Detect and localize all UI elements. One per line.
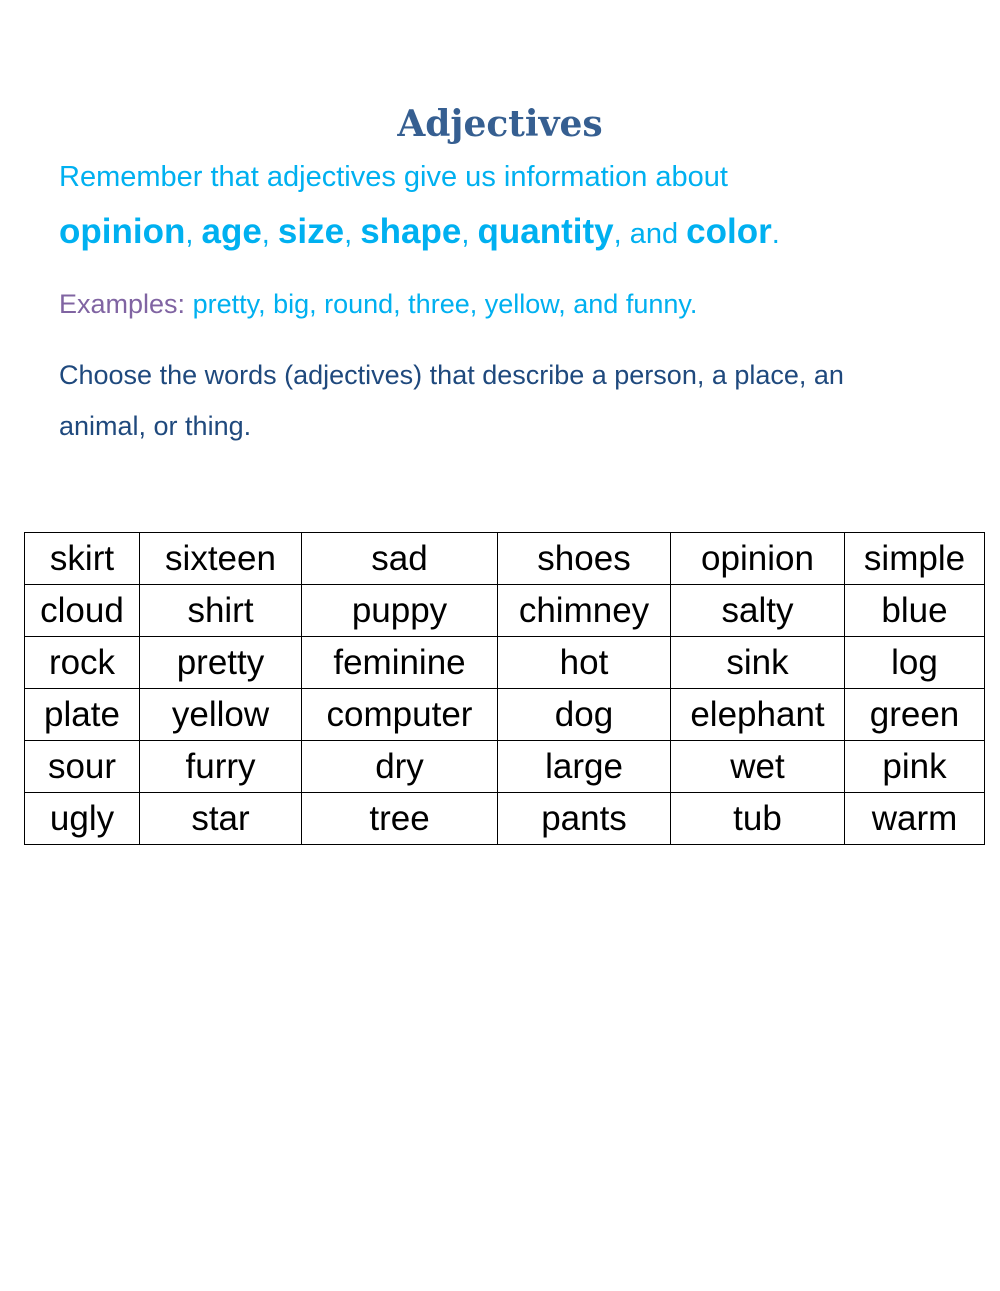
word-grid-row (25, 637, 985, 689)
word-cell[interactable]: sour (25, 741, 140, 793)
intro-text: Remember that adjectives give us information about (59, 161, 728, 193)
word-cell[interactable]: blue (845, 585, 985, 637)
word-cell[interactable]: dog (498, 689, 671, 741)
period: . (771, 218, 780, 250)
word-cell[interactable]: chimney (498, 585, 671, 637)
word-cell[interactable]: feminine (302, 637, 498, 689)
word-cell[interactable]: dry (302, 741, 498, 793)
word-cell[interactable]: wet (671, 741, 845, 793)
word-cell[interactable]: yellow (140, 689, 302, 741)
examples-label: Examples: (59, 289, 186, 319)
separator: , (344, 218, 361, 250)
word-cell[interactable]: green (845, 689, 985, 741)
word-cell[interactable]: sad (302, 533, 498, 585)
word-cell[interactable]: simple (845, 533, 985, 585)
word-cell[interactable]: furry (140, 741, 302, 793)
word-cell[interactable]: shoes (498, 533, 671, 585)
word-cell[interactable]: sink (671, 637, 845, 689)
category-color: color (686, 212, 772, 251)
word-cell[interactable]: star (140, 793, 302, 845)
word-cell[interactable]: computer (302, 689, 498, 741)
word-cell[interactable]: plate (25, 689, 140, 741)
word-cell[interactable]: pretty (140, 637, 302, 689)
instructions-text: Choose the words (adjectives) that describe a person, a place, an animal, or thing. (59, 360, 844, 441)
word-grid-row (25, 585, 985, 637)
category-opinion: opinion (59, 212, 186, 251)
word-grid-row (25, 533, 985, 585)
word-grid (24, 532, 985, 845)
separator: , (261, 218, 278, 250)
adjective-categories (59, 208, 780, 258)
word-grid-row (25, 689, 985, 741)
separator: , (185, 218, 202, 250)
word-cell[interactable]: opinion (671, 533, 845, 585)
examples-text: pretty, big, round, three, yellow, and funny. (185, 289, 698, 319)
word-grid-row (25, 793, 985, 845)
word-cell[interactable]: rock (25, 637, 140, 689)
and-connector: , and (613, 218, 687, 250)
word-cell[interactable]: tree (302, 793, 498, 845)
word-cell[interactable]: pink (845, 741, 985, 793)
word-cell[interactable]: ugly (25, 793, 140, 845)
examples-line (59, 284, 697, 324)
page-title: Adjectives (397, 103, 603, 145)
word-cell[interactable]: hot (498, 637, 671, 689)
word-cell[interactable]: sixteen (140, 533, 302, 585)
category-quantity: quantity (477, 212, 614, 251)
category-size: size (277, 212, 345, 251)
word-cell[interactable]: tub (671, 793, 845, 845)
word-cell[interactable]: salty (671, 585, 845, 637)
word-cell[interactable]: elephant (671, 689, 845, 741)
word-cell[interactable]: cloud (25, 585, 140, 637)
word-cell[interactable]: skirt (25, 533, 140, 585)
word-cell[interactable]: puppy (302, 585, 498, 637)
word-cell[interactable]: shirt (140, 585, 302, 637)
word-cell[interactable]: log (845, 637, 985, 689)
word-cell[interactable]: pants (498, 793, 671, 845)
word-cell[interactable]: large (498, 741, 671, 793)
category-shape: shape (360, 212, 462, 251)
separator: , (461, 218, 478, 250)
word-cell[interactable]: warm (845, 793, 985, 845)
word-grid-row (25, 741, 985, 793)
category-age: age (201, 212, 262, 251)
